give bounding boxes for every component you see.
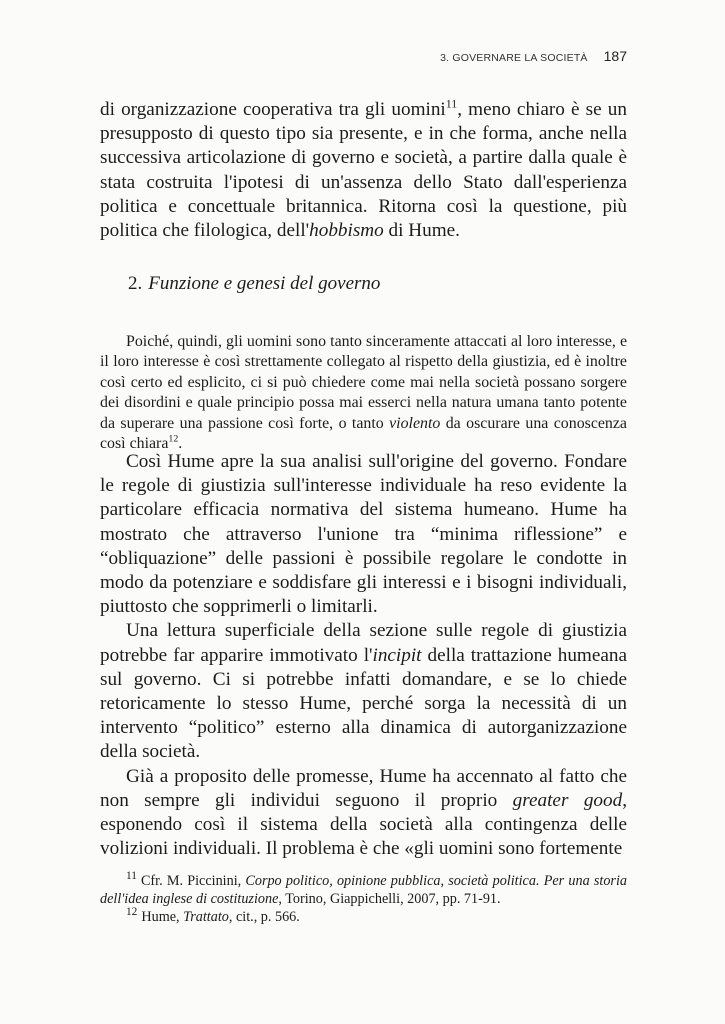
paragraph-3: Una lettura superficiale della sezione sulle regole di giustizia potrebbe far apparire immotivato l'incipit della trattazione humeana sul governo. Ci si potrebbe infatti domandare, e se lo chiede retoricamente lo stesso Hume, perché sorga la necessità di un intervento “politico” esterno alla dinamica di autorganizzazione della società. — [100, 620, 627, 763]
paragraph-4: Già a proposito delle promesse, Hume ha accennato al fatto che non sempre gli individui seguono il proprio greater good, esponendo così il sistema della società alla contingenza delle volizioni individuali. Il problema è che «gli uomini sono fortemente — [100, 765, 627, 860]
running-title: 3. GOVERNARE LA SOCIETÀ — [440, 52, 588, 64]
footnotes — [100, 872, 627, 926]
main-text-block — [100, 450, 627, 861]
page-number: 187 — [603, 48, 627, 64]
section-title: Funzione e genesi del governo — [148, 273, 381, 294]
opening-text-block — [100, 98, 627, 243]
section-number: 2. — [128, 273, 143, 294]
paragraph-1: di organizzazione cooperativa tra gli uomini$^{11}$, meno chiaro è se un presupposto di questo tipo sia presente, e in che forma, anche nella successiva articolazione di governo e società, a partire dalla quale è stata costruita l'ipotesi di un'assenza dello Stato dall'esperienza politica e concettuale britannica. Ritorna così la questione, più politica che filologica, dell'hobbismo di Hume. — [100, 96, 627, 242]
italic-term: violento — [389, 414, 441, 432]
italic-term: incipit — [372, 644, 422, 666]
footnote-11: $^{11}$ Cfr. M. Piccinini, Corpo politico, opinione pubblica, società politica. Per una storia dell'idea inglese di costituzione, Torino, Giappichelli, 2007, pp. 71-91. — [100, 870, 627, 907]
footnote-ref-12[interactable]: 12 — [168, 433, 179, 445]
italic-term: greater good — [512, 789, 623, 811]
italic-term: hobbismo — [309, 220, 384, 242]
paragraph-2: Così Hume apre la sua analisi sull'origine del governo. Fondare le regole di giustizia sull'interesse individuale ha reso evidente la particolare efficacia normativa del sistema humeano. Hume ha mostrato che attraverso l'unione tra “minima riflessione” e “obliquazione” delle passioni è possibile regolare le condotte in modo da potenziare e soddisfare gli interessi e i bisogni individuali, piuttosto che sopprimerli o limitarli. — [100, 451, 627, 618]
footnote-ref-11[interactable]: 11 — [445, 96, 458, 111]
footnote-12: $^{12}$ Hume, Trattato, cit., p. 566. — [126, 906, 300, 925]
section-heading — [128, 272, 380, 296]
running-header — [440, 48, 627, 64]
block-quote: Poiché, quindi, gli uomini sono tanto sinceramente attaccati al loro interesse, e il loro interesse è così strettamente collegato al rispetto della giustizia, ed è inoltre così certo ed esplicito, ci si può chiedere come mai nella società possano sorgere dei disordini e quale principio possa mai esserci nella natura umana tanto potente da superare una passione così forte, o tanto violento da oscurare una conoscenza così chiara$^{12}$. — [100, 332, 627, 452]
